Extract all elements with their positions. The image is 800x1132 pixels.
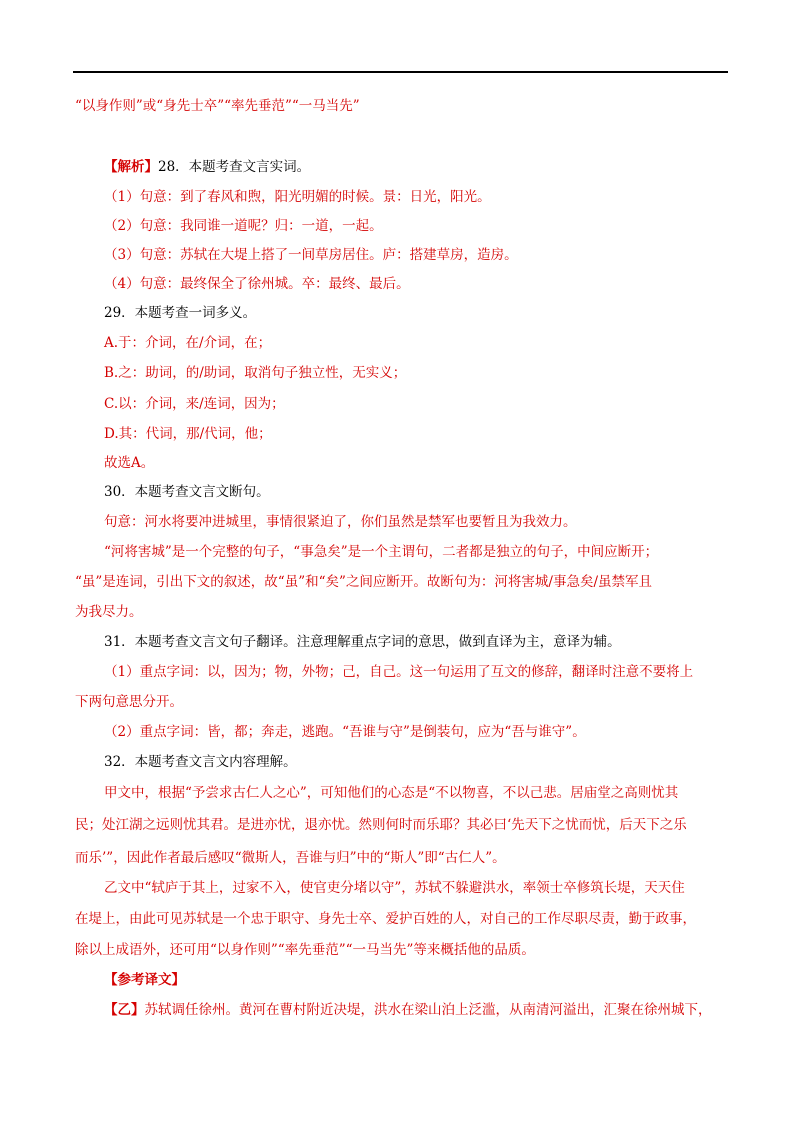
q32-para-2-line-3: 除以上成语外，还可用“以身作则”“率先垂范”“一马当先”等来概括他的品质。 [75,942,535,958]
reference-translation-heading: 【参考译文】 [104,972,185,988]
q29-option-d: D.其：代词，那/代词，他； [104,426,272,442]
q30-para-line-1: “河将害城”是一个完整的句子，“事急矣”是一个主谓句，二者都是独立的句子，中间应断开； [104,544,659,560]
q32-para-2-line-2: 在堤上，由此可见苏轼是一个忠于职守、身先士卒、爱护百姓的人，对自己的工作尽职尽责，勤于政事， [75,911,696,927]
q32-para-1-line-1: 甲文中，根据“予尝求古仁人之心”，可知他们的心态是“不以物喜，不以己悲。居庙堂之高则忧其 [104,785,679,801]
q30-meaning: 句意：河水将要冲进城里，事情很紧迫了，你们虽然是禁军也要暂且为我效力。 [104,514,577,530]
header-rule [73,71,728,73]
q28-item-3: （3）句意：苏轼在大堤上搭了一间草房居住。庐：搭建草房，造房。 [104,247,518,263]
q32-heading: 32．本题考查文言文内容理解。 [104,754,297,770]
q28-heading: 28．本题考查文言实词。 [158,159,311,175]
q32-para-1-line-3: 而乐’”，因此作者最后感叹“微斯人，吾谁与归”中的“斯人”即“古仁人”。 [75,850,506,866]
q28-item-2: （2）句意：我同谁一道呢？归：一道，一起。 [104,218,383,234]
q31-item-1-line-2: 下两句意思分开。 [75,694,183,710]
analysis-label: 【解析】 [104,159,158,175]
q29-heading: 29．本题考查一词多义。 [104,305,257,321]
q31-item-1-line-1: （1）重点字词：以，因为；物，外物；己，自己。这一句运用了互文的修辞，翻译时注意不要将上 [104,664,694,680]
analysis-heading [104,157,310,177]
answer-line: “以身作则”或“身先士卒”“率先垂范”“一马当先” [75,98,360,114]
translation-yi-line [104,1000,712,1020]
yi-text: 苏轼调任徐州。黄河在曹村附近决堤，洪水在梁山泊上泛滥，从南清河溢出，汇聚在徐州城下， [144,1002,712,1018]
q31-heading: 31．本题考查文言文句子翻译。注意理解重点字词的意思，做到直译为主，意译为辅。 [104,634,621,650]
q30-para-line-2: “虽”是连词，引出下文的叙述，故“虽”和“矣”之间应断开。故断句为：河将害城/事急矣/虽禁军且 [75,574,653,590]
q30-para-line-3: 为我尽力。 [75,604,143,620]
q29-option-a: A.于：介词，在/介词，在； [104,335,272,351]
q29-option-b: B.之：助词，的/助词，取消句子独立性，无实义； [104,365,407,381]
yi-label: 【乙】 [104,1002,145,1018]
q29-option-c: C.以：介词，来/连词，因为； [104,396,285,412]
q31-item-2: （2）重点字词：皆，都；奔走，逃跑。“吾谁与守”是倒装句，应为“吾与谁守”。 [104,724,586,740]
q30-heading: 30．本题考查文言文断句。 [104,484,270,500]
q32-para-1-line-2: 民；处江湖之远则忧其君。是进亦忧，退亦忧。然则何时而乐耶？其必曰‘先天下之忧而忧，后天下之乐 [75,817,687,833]
q32-para-2-line-1: 乙文中“轼庐于其上，过家不入，使官吏分堵以守”，苏轼不躲避洪水，率领士卒修筑长堤，天天住 [104,880,685,896]
q28-item-1: （1）句意：到了春风和煦，阳光明媚的时候。景：日光，阳光。 [104,189,491,205]
q29-answer: 故选A。 [104,455,155,471]
q28-item-4: （4）句意：最终保全了徐州城。卒：最终、最后。 [104,276,410,292]
